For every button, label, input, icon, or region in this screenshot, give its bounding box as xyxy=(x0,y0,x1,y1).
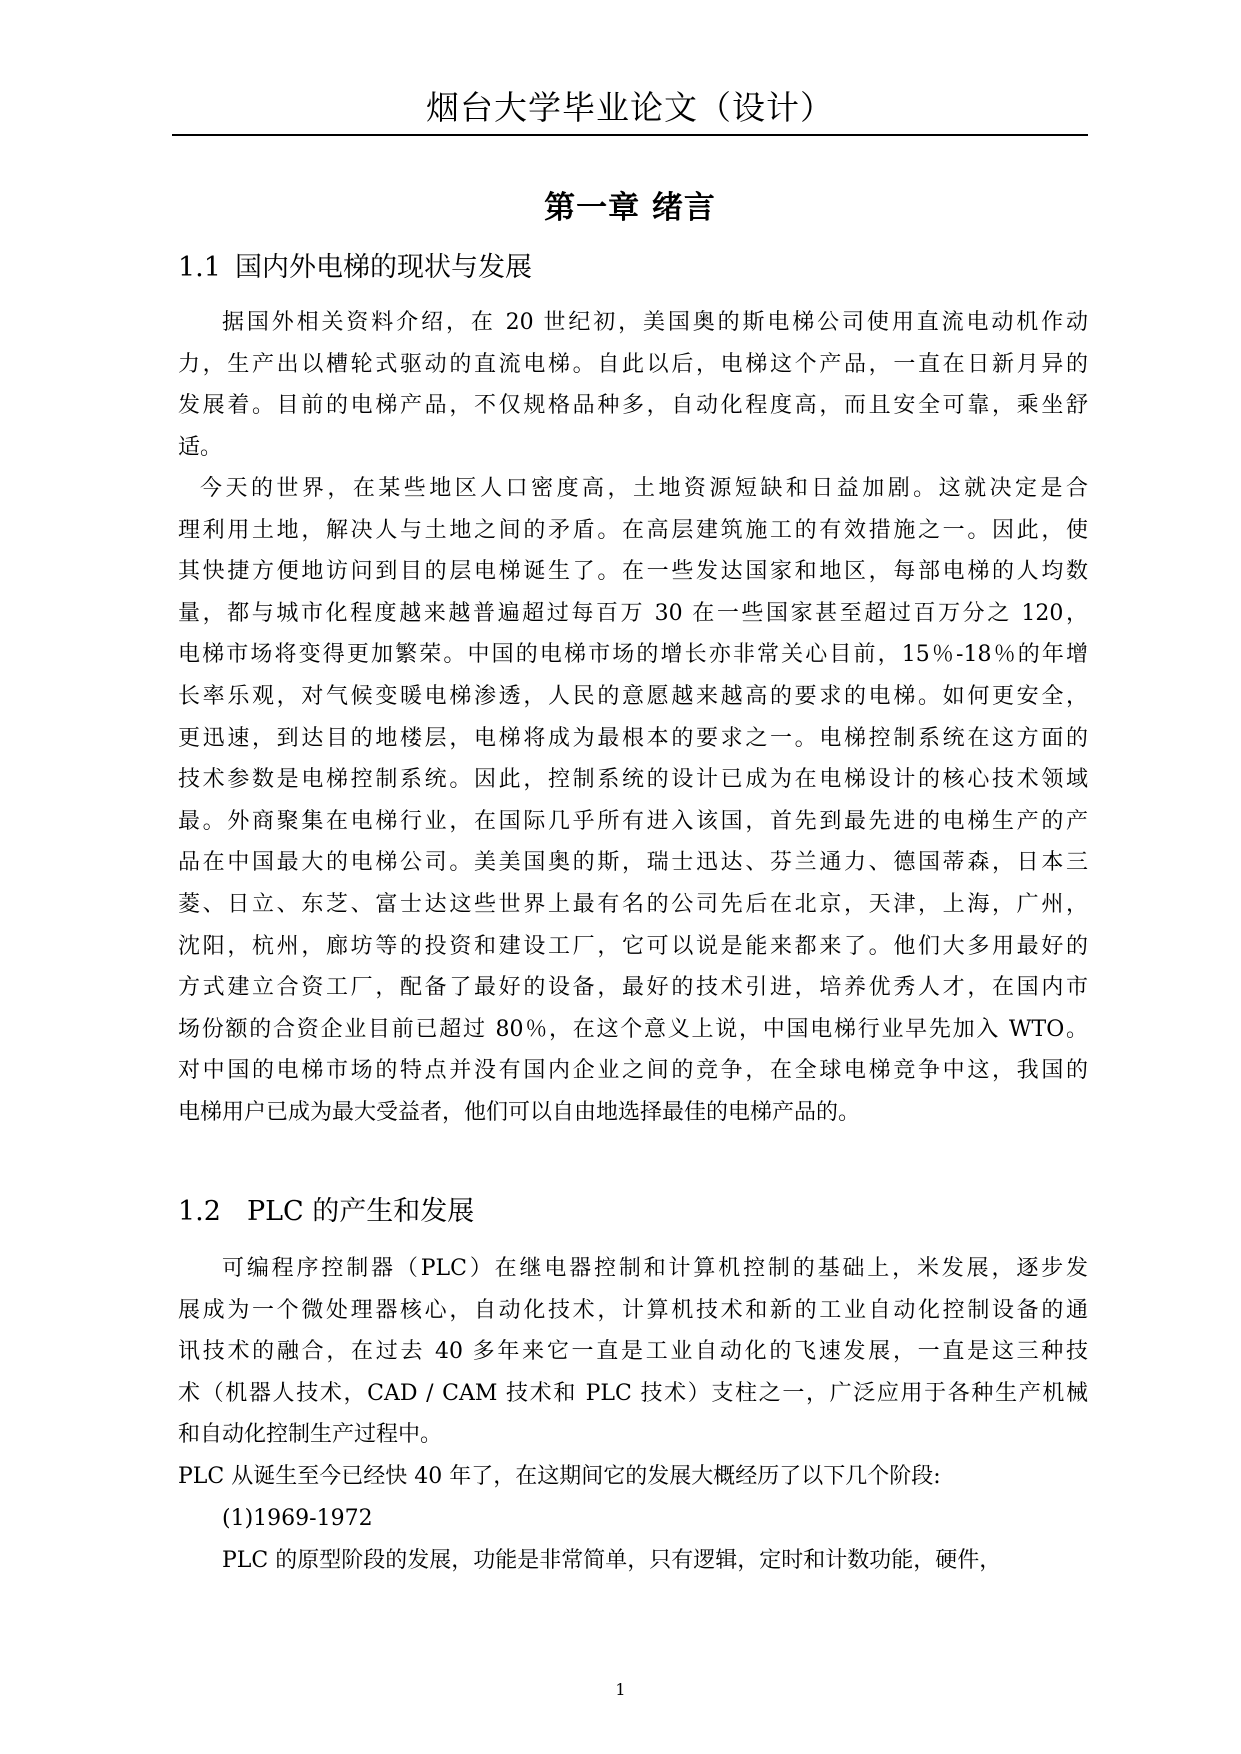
paragraph-line: 最。外商聚集在电梯行业，在国际几乎所有进入该国，首先到最先进的电梯生产的产 xyxy=(178,808,1088,834)
paragraph-line: 量，都与城市化程度越来越普遍超过每百万 30 在一些国家甚至超过百万分之 120， xyxy=(178,600,1088,626)
paragraph-line: 讯技术的融合，在过去 40 多年来它一直是工业自动化的飞速发展，一直是这三种技 xyxy=(178,1339,1088,1365)
paragraph-1-1-b xyxy=(178,468,1088,1134)
paragraph-line: 其快捷方便地访问到目的层电梯诞生了。在一些发达国家和地区，每部电梯的人均数 xyxy=(178,559,1088,585)
paragraph-line: 术（机器人技术，CAD / CAM 技术和 PLC 技术）支柱之一，广泛应用于各种生产机械 xyxy=(178,1380,1088,1406)
paragraph-line: 对中国的电梯市场的特点并没有国内企业之间的竞争，在全球电梯竞争中这，我国的 xyxy=(178,1058,1088,1084)
paragraph-line: 力，生产出以槽轮式驱动的直流电梯。自此以后，电梯这个产品，一直在日新月异的 xyxy=(178,351,1088,377)
body-line: PLC 的原型阶段的发展，功能是非常简单，只有逻辑，定时和计数功能，硬件， xyxy=(222,1548,1002,1573)
page-header-title: 烟台大学毕业论文（设计） xyxy=(426,88,834,127)
section-title-text: PLC 的产生和发展 xyxy=(246,1196,475,1227)
paragraph-1-2-a xyxy=(178,1248,1088,1456)
paragraph-line: 电梯用户已成为最大受益者，他们可以自由地选择最佳的电梯产品的。 xyxy=(178,1099,861,1125)
paragraph-line: 菱、日立、东芝、富士达这些世界上最有名的公司先后在北京，天津，上海，广州， xyxy=(178,891,1088,917)
paragraph-line: 电梯市场将变得更加繁荣。中国的电梯市场的增长亦非常关心目前，15％-18％的年增 xyxy=(178,642,1088,668)
paragraph-line: 可编程序控制器（PLC）在继电器控制和计算机控制的基础上，米发展，逐步发 xyxy=(222,1256,1088,1281)
paragraph-line: 长率乐观，对气候变暖电梯渗透，人民的意愿越来越高的要求的电梯。如何更安全， xyxy=(178,683,1088,709)
paragraph-line: 发展着。目前的电梯产品，不仅规格品种多，自动化程度高，而且安全可靠，乘坐舒 xyxy=(178,393,1088,419)
section-title-text: 国内外电梯的现状与发展 xyxy=(234,252,532,283)
chapter-title: 第一章 绪言 xyxy=(544,190,716,226)
paragraph-line: 方式建立合资工厂，配备了最好的设备，最好的技术引进，培养优秀人才，在国内市 xyxy=(178,975,1088,1001)
page-number: 1 xyxy=(615,1680,626,1699)
paragraph-line: 场份额的合资企业目前已超过 80％，在这个意义上说，中国电梯行业早先加入 WTO。 xyxy=(178,1016,1088,1042)
paragraph-line: 今天的世界，在某些地区人口密度高，土地资源短缺和日益加剧。这就决定是合 xyxy=(200,476,1088,501)
paragraph-line: 更迅速，到达目的地楼层，电梯将成为最根本的要求之一。电梯控制系统在这方面的 xyxy=(178,725,1088,751)
paragraph-line: 理利用土地，解决人与土地之间的矛盾。在高层建筑施工的有效措施之一。因此，使 xyxy=(178,517,1088,543)
body-line: PLC 从诞生至今已经快 40 年了，在这期间它的发展大概经历了以下几个阶段: xyxy=(178,1464,941,1489)
paragraph-1-1-a xyxy=(178,302,1088,468)
section-number: 1.1 xyxy=(178,252,221,283)
header-divider xyxy=(172,134,1088,136)
section-heading-1-2 xyxy=(178,1192,1078,1232)
paragraph-line: 技术参数是电梯控制系统。因此，控制系统的设计已成为在电梯设计的核心技术领域 xyxy=(178,767,1088,793)
stage-heading: (1)1969-1972 xyxy=(222,1506,373,1531)
paragraph-line: 据国外相关资料介绍，在 20 世纪初，美国奥的斯电梯公司使用直流电动机作动 xyxy=(222,310,1088,335)
paragraph-line: 沈阳，杭州，廊坊等的投资和建设工厂，它可以说是能来都来了。他们大多用最好的 xyxy=(178,933,1088,959)
paragraph-line: 和自动化控制生产过程中。 xyxy=(178,1422,443,1448)
paragraph-line: 适。 xyxy=(178,434,223,460)
paragraph-line: 品在中国最大的电梯公司。美美国奥的斯，瑞士迅达、芬兰通力、德国蒂森，日本三 xyxy=(178,850,1088,876)
paragraph-line: 展成为一个微处理器核心，自动化技术，计算机技术和新的工业自动化控制设备的通 xyxy=(178,1297,1088,1323)
section-number: 1.2 xyxy=(178,1196,221,1227)
section-heading-1-1 xyxy=(178,248,1078,288)
